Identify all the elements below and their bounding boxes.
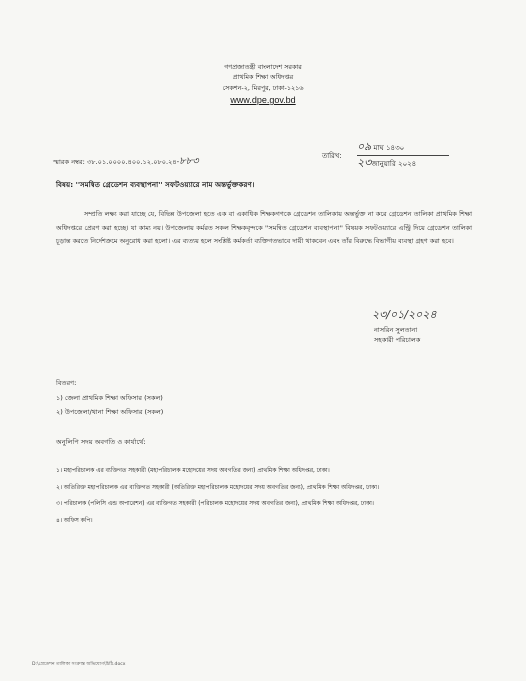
date-label: তারিখ:: [322, 152, 342, 160]
date-english: [357, 157, 449, 170]
copies-heading: অনুলিপি সদয় অবগতি ও কার্যার্থে:: [56, 438, 146, 446]
signatory-name: নাসরিন সুলতানা: [374, 326, 418, 334]
date-block: [357, 141, 449, 170]
header-office: প্রাথমিক শিক্ষা অধিদপ্তর: [232, 73, 294, 81]
body-paragraph: সম্প্রতি লক্ষ্য করা যাচ্ছে যে, বিভিন্ন উপজেলা হতে এক বা একাধিক শিক্ষকগণকে গ্রেডেশন তালিকায় অন্তর্ভুক্ত না করে গ্রেডেশন তালিকা প্রাথমিক শিক্ষা অধিদপ্তরে প্রেরণ করা হচ্ছে। যা কাম্য নয়। উপজেলায় কর্মরত সকল শিক্ষকবৃন্দকে ''সমন্বিত গ্রেডেশন ব্যবস্থাপনা'' বিষয়ক সফটওয়্যারে এন্ট্রি দিয়ে গ্রেডেশন তালিকা চূড়ান্ত করতে নির্দেশক্রমে অনুরোধ করা হলো। এর ব্যত্যয় হলে সংশ্লিষ্ট কর্মকর্তা ব্যক্তিগতভাবে দায়ী থাকবেন এবং তাঁর বিরুদ্ধে বিভাগীয় ব্যবস্থা গ্রহণ করা হবে।: [56, 210, 472, 245]
subject-label: বিষয়:: [56, 180, 74, 189]
memo-number: [53, 154, 199, 171]
header-website-link[interactable]: www.dpe.gov.bd: [230, 95, 296, 105]
subject-text: ''সমন্বিত গ্রেডেশন ব্যবস্থাপনা'' সফটওয়্যারে নাম অন্তর্ভুক্তকরণ।: [75, 180, 255, 189]
header-address: সেকশন-২, মিরপুর, ঢাকা-১২১৬: [222, 84, 304, 92]
distribution-heading: বিতরণ:: [56, 379, 77, 387]
memo-handwritten-suffix: ৮৮৩: [179, 156, 199, 167]
footer-file-path: D:\গ্রেডেশন তালিকা সংক্রান্ত অভিযোগ\চিঠি.docx: [32, 662, 126, 667]
memo-value: ৩৮.০১.০০০০.৪০০.১২.০৮০.২৪-: [87, 158, 180, 166]
copies-list: [56, 463, 476, 529]
header-government: গণপ্রজাতন্ত্রী বাংলাদেশ সরকার: [224, 63, 302, 71]
date-english-day: ২৩: [357, 156, 372, 169]
signature-block: [372, 306, 472, 345]
list-item: ১। মহাপরিচালক এর ব্যক্তিগত সহকারী (মহাপরিচালক মহোদয়ের সদয় অবগতির জন্য) প্রাথমিক শিক্ষা অধিদপ্তর, ঢাকা।: [56, 468, 330, 474]
list-item: ৪। অফিস কপি।: [56, 517, 93, 524]
subject-line: [56, 180, 254, 192]
distribution-list: [56, 391, 163, 419]
signatory-designation: সহকারী পরিচালক: [374, 336, 421, 344]
date-bangla: [357, 141, 449, 154]
date-bangla-day: ০৯: [357, 140, 372, 153]
list-item: ২) উপজেলা/থানা শিক্ষা অফিসার (সকল): [56, 408, 164, 416]
memo-label: স্মারক নম্বর:: [53, 158, 85, 166]
list-item: ৩। পরিচালক (পলিসি এন্ড অপারেশন) এর ব্যক্তিগত সহকারী (পরিচালক মহোদয়ের সদয় অবগতির জন্য), প্রাথমিক শিক্ষা অধিদপ্তর, ঢাকা।: [56, 501, 374, 507]
list-item: ১) জেলা প্রাথমিক শিক্ষা অফিসার (সকল): [56, 394, 163, 402]
signature-handwritten: ২৩/০১/২০২৪: [372, 308, 437, 321]
letter-body: [56, 208, 472, 249]
date-english-month: জানুয়ারি ২০২৪: [371, 160, 417, 168]
date-bangla-month: মাঘ ১৪৩০: [373, 144, 405, 152]
list-item: ২। অতিরিক্ত মহাপরিচালক এর ব্যক্তিগত সহকারী (অতিরিক্ত মহাপরিচালক মহোদয়ের সদয় অবগতির জন্য), প্রাথমিক শিক্ষা অধিদপ্তর, ঢাকা।: [56, 484, 380, 491]
